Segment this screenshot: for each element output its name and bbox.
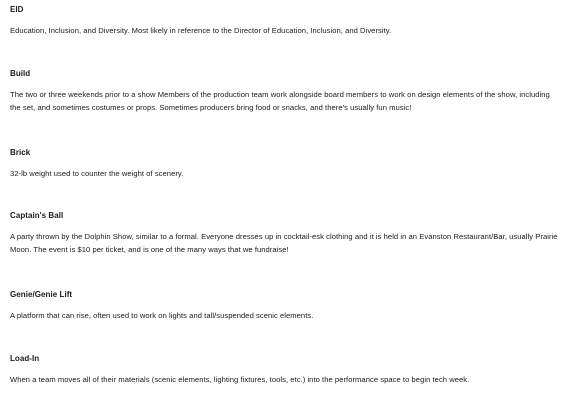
term-heading: Build [10,69,31,78]
glossary-entry-build [10,68,561,114]
glossary-entry-eid [10,4,561,38]
term-heading: Genie/Genie Lift [10,290,73,299]
term-definition: When a team moves all of their materials (scenic elements, lighting fixtures, tools, etc.) into the performance space to begin tech week. [10,375,470,384]
glossary-entry-load-in [10,353,561,387]
term-definition: The two or three weekends prior to a show Members of the production team work alongside board members to work on design elements of the show, including the set, and sometimes costumes or props. Sometimes producers bring food or snacks, and there's usually fun music! [10,90,550,112]
term-heading: Load-In [10,354,40,363]
term-definition: A platform that can rise, often used to work on lights and tall/suspended scenic elements. [10,311,314,320]
glossary-entry-brick [10,147,561,181]
term-heading: Brick [10,148,31,157]
glossary-entry-genie-lift [10,289,561,323]
term-definition: 32-lb weight used to counter the weight of scenery. [10,169,184,178]
term-definition: A party thrown by the Dolphin Show, similar to a formal. Everyone dresses up in cocktail-esk clothing and it is held in an Evanston Restaurant/Bar, usually Prairie Moon. The event is $10 per ticket, and is one of the many ways that we fundraise! [10,232,558,254]
term-heading: EID [10,5,24,14]
glossary-entry-captains-ball [10,210,561,256]
term-definition: Education, Inclusion, and Diversity. Most likely in reference to the Director of Education, Inclusion, and Diversity. [10,26,392,35]
term-heading: Captain's Ball [10,211,64,220]
